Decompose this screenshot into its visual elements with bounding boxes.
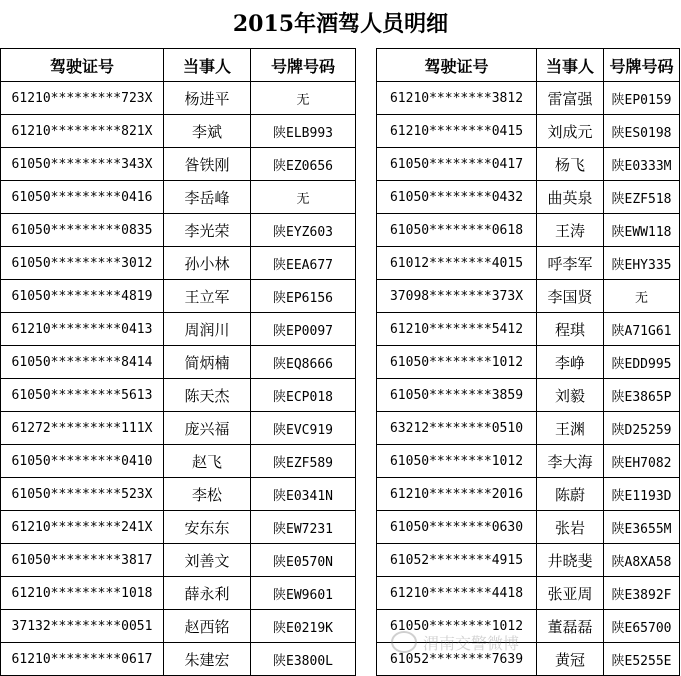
party-cell: 张岩: [537, 511, 604, 544]
plate-cell: 陕E3865P: [604, 379, 680, 412]
party-cell: 周润川: [164, 313, 251, 346]
plate-cell: 陕EZF589: [251, 445, 356, 478]
party-cell: 赵飞: [164, 445, 251, 478]
license-cell: 61050*********3817: [1, 544, 164, 577]
table-row: [377, 643, 680, 676]
party-cell: 井晓斐: [537, 544, 604, 577]
plate-cell: 陕A71G61: [604, 313, 680, 346]
plate-cell: 无: [251, 82, 356, 115]
table-row: [1, 445, 356, 478]
license-cell: 61052********4915: [377, 544, 537, 577]
table-row: [377, 511, 680, 544]
party-cell: 李峥: [537, 346, 604, 379]
license-cell: 61210*********1018: [1, 577, 164, 610]
plate-cell: 陕EZF518: [604, 181, 680, 214]
table-row: [377, 280, 680, 313]
party-cell: 朱建宏: [164, 643, 251, 676]
license-cell: 61050********1012: [377, 346, 537, 379]
license-cell: 61050********0417: [377, 148, 537, 181]
table-row: [1, 544, 356, 577]
party-cell: 王涛: [537, 214, 604, 247]
table-row: [1, 181, 356, 214]
license-cell: 61050********3859: [377, 379, 537, 412]
table-row: [1, 610, 356, 643]
table-row: [377, 115, 680, 148]
plate-cell: 陕EHY335: [604, 247, 680, 280]
license-cell: 61050*********0410: [1, 445, 164, 478]
left-table: [0, 48, 356, 676]
table-row: [377, 214, 680, 247]
license-cell: 37132*********0051: [1, 610, 164, 643]
party-cell: 黄冠: [537, 643, 604, 676]
license-cell: 61050*********0416: [1, 181, 164, 214]
plate-cell: 陕EP0097: [251, 313, 356, 346]
table-row: [377, 379, 680, 412]
party-cell: 曲英泉: [537, 181, 604, 214]
plate-cell: 陕E65700: [604, 610, 680, 643]
party-cell: 赵西铭: [164, 610, 251, 643]
table-row: [377, 577, 680, 610]
license-cell: 61050********1012: [377, 610, 537, 643]
table-row: [377, 610, 680, 643]
license-cell: 61050*********4819: [1, 280, 164, 313]
license-cell: 61210********5412: [377, 313, 537, 346]
license-cell: 61050*********523X: [1, 478, 164, 511]
license-cell: 61050*********5613: [1, 379, 164, 412]
license-cell: 61050********0432: [377, 181, 537, 214]
party-cell: 陈蔚: [537, 478, 604, 511]
party-cell: 刘成元: [537, 115, 604, 148]
license-cell: 61050********1012: [377, 445, 537, 478]
party-cell: 雷富强: [537, 82, 604, 115]
table-row: [377, 313, 680, 346]
license-cell: 61012********4015: [377, 247, 537, 280]
plate-cell: 陕E3655M: [604, 511, 680, 544]
party-cell: 呼李军: [537, 247, 604, 280]
plate-cell: 陕EYZ603: [251, 214, 356, 247]
plate-cell: 陕ELB993: [251, 115, 356, 148]
header-row: [377, 49, 680, 82]
table-row: [377, 346, 680, 379]
table-row: [1, 115, 356, 148]
table-row: [1, 379, 356, 412]
license-cell: 61050*********0835: [1, 214, 164, 247]
party-cell: 李国贤: [537, 280, 604, 313]
header-plate: 号牌号码: [251, 49, 356, 82]
table-row: [377, 247, 680, 280]
plate-cell: 陕EP0159: [604, 82, 680, 115]
party-cell: 杨进平: [164, 82, 251, 115]
plate-cell: 陕EDD995: [604, 346, 680, 379]
plate-cell: 陕E3800L: [251, 643, 356, 676]
license-cell: 37098********373X: [377, 280, 537, 313]
license-cell: 61050*********343X: [1, 148, 164, 181]
header-plate: 号牌号码: [604, 49, 680, 82]
table-row: [377, 412, 680, 445]
party-cell: 李斌: [164, 115, 251, 148]
header-party: 当事人: [164, 49, 251, 82]
party-cell: 杨飞: [537, 148, 604, 181]
plate-cell: 陕E0570N: [251, 544, 356, 577]
license-cell: 61210*********821X: [1, 115, 164, 148]
license-cell: 61210*********723X: [1, 82, 164, 115]
plate-cell: 陕E0219K: [251, 610, 356, 643]
license-cell: 61210********2016: [377, 478, 537, 511]
license-cell: 61050********0618: [377, 214, 537, 247]
party-cell: 陈天杰: [164, 379, 251, 412]
party-cell: 庞兴福: [164, 412, 251, 445]
table-row: [377, 181, 680, 214]
right-table: [376, 48, 680, 676]
plate-cell: 陕E1193D: [604, 478, 680, 511]
table-row: [377, 478, 680, 511]
plate-cell: 陕ES0198: [604, 115, 680, 148]
party-cell: 李松: [164, 478, 251, 511]
license-cell: 61050*********3012: [1, 247, 164, 280]
license-cell: 61210********0415: [377, 115, 537, 148]
plate-cell: 陕D25259: [604, 412, 680, 445]
plate-cell: 陕EWW118: [604, 214, 680, 247]
party-cell: 刘毅: [537, 379, 604, 412]
license-cell: 61210*********241X: [1, 511, 164, 544]
party-cell: 孙小林: [164, 247, 251, 280]
plate-cell: 陕EQ8666: [251, 346, 356, 379]
table-row: [1, 643, 356, 676]
party-cell: 王渊: [537, 412, 604, 445]
party-cell: 程琪: [537, 313, 604, 346]
plate-cell: 陕EH7082: [604, 445, 680, 478]
table-row: [377, 544, 680, 577]
license-cell: 61210*********0413: [1, 313, 164, 346]
table-row: [1, 577, 356, 610]
table-row: [1, 478, 356, 511]
license-cell: 61050*********8414: [1, 346, 164, 379]
table-row: [1, 214, 356, 247]
header-license: 驾驶证号: [1, 49, 164, 82]
party-cell: 昝铁刚: [164, 148, 251, 181]
plate-cell: 陕EW7231: [251, 511, 356, 544]
plate-cell: 陕EVC919: [251, 412, 356, 445]
table-row: [1, 346, 356, 379]
table-row: [1, 313, 356, 346]
party-cell: 安东东: [164, 511, 251, 544]
party-cell: 简炳楠: [164, 346, 251, 379]
plate-cell: 陕EW9601: [251, 577, 356, 610]
table-row: [1, 280, 356, 313]
license-cell: 61052********7639: [377, 643, 537, 676]
table-row: [1, 412, 356, 445]
license-cell: 61050********0630: [377, 511, 537, 544]
plate-cell: 无: [251, 181, 356, 214]
plate-cell: 陕E0333M: [604, 148, 680, 181]
party-cell: 刘善文: [164, 544, 251, 577]
party-cell: 董磊磊: [537, 610, 604, 643]
license-cell: 61272*********111X: [1, 412, 164, 445]
table-row: [1, 511, 356, 544]
license-cell: 61210********3812: [377, 82, 537, 115]
plate-cell: 陕EP6156: [251, 280, 356, 313]
party-cell: 张亚周: [537, 577, 604, 610]
table-row: [377, 148, 680, 181]
table-row: [1, 247, 356, 280]
party-cell: 李岳峰: [164, 181, 251, 214]
header-license: 驾驶证号: [377, 49, 537, 82]
plate-cell: 陕ECP018: [251, 379, 356, 412]
plate-cell: 陕EZ0656: [251, 148, 356, 181]
table-row: [377, 445, 680, 478]
plate-cell: 陕E3892F: [604, 577, 680, 610]
plate-cell: 无: [604, 280, 680, 313]
license-cell: 61210*********0617: [1, 643, 164, 676]
plate-cell: 陕E5255E: [604, 643, 680, 676]
table-row: [1, 148, 356, 181]
license-cell: 61210********4418: [377, 577, 537, 610]
plate-cell: 陕EEA677: [251, 247, 356, 280]
watermark-text: 渭南交警微博: [423, 633, 520, 653]
table-row: [1, 82, 356, 115]
header-party: 当事人: [537, 49, 604, 82]
party-cell: 薛永利: [164, 577, 251, 610]
party-cell: 李大海: [537, 445, 604, 478]
header-row: [1, 49, 356, 82]
party-cell: 王立军: [164, 280, 251, 313]
party-cell: 李光荣: [164, 214, 251, 247]
table-row: [377, 82, 680, 115]
plate-cell: 陕A8XA58: [604, 544, 680, 577]
plate-cell: 陕E0341N: [251, 478, 356, 511]
license-cell: 63212********0510: [377, 412, 537, 445]
page-title: 2015年酒驾人员明细: [232, 10, 449, 37]
